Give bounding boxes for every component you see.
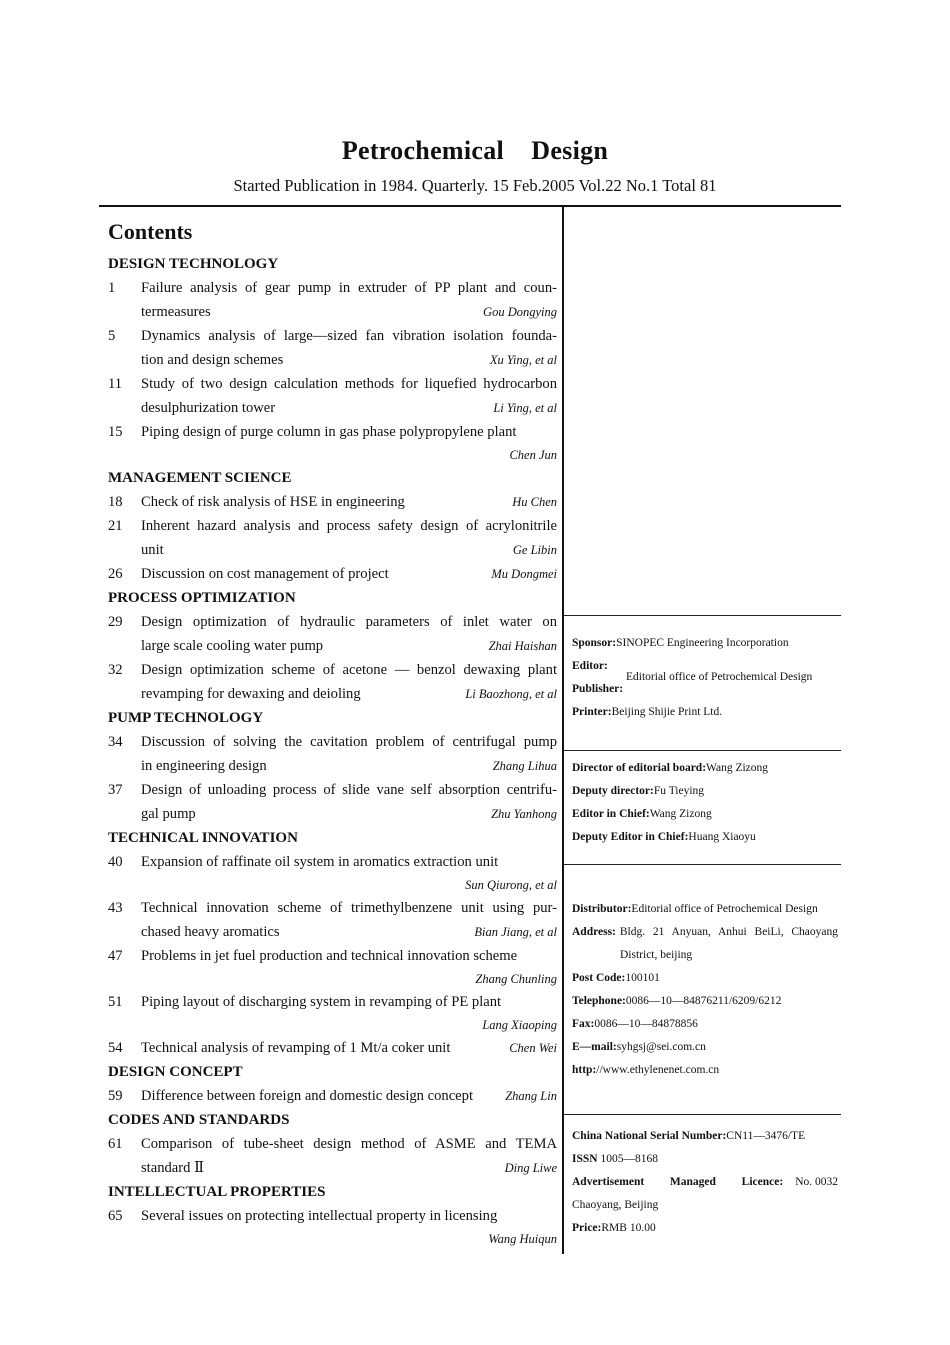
article-title-line: revamping for dewaxing and deioling (141, 686, 361, 702)
telephone-label: Telephone: (572, 995, 626, 1007)
toc-entry[interactable] (108, 324, 557, 372)
article-title-line: large scale cooling water pump (141, 638, 324, 654)
editor-in-chief-label: Editor in Chief: (572, 808, 650, 820)
article-title-line: Technical analysis of revamping of 1 Mt/a coker unit (141, 1040, 451, 1056)
page-number: 5 (108, 328, 116, 344)
website-link[interactable]: //www.ethylenenet.com.cn (596, 1064, 720, 1076)
article-title-line: desulphurization tower (141, 400, 276, 416)
article-title-line: tion and design schemes (141, 352, 284, 368)
page-number: 59 (108, 1088, 123, 1104)
printer-label: Printer: (572, 706, 612, 718)
article-author: Xu Ying, et al (489, 353, 557, 367)
article-title-line: unit (141, 542, 164, 558)
article-title-line: Discussion of solving the cavitation problem of centrifugal pump (141, 734, 557, 750)
page-number: 47 (108, 948, 123, 964)
article-title-line: Problems in jet fuel production and technical innovation scheme (141, 948, 518, 964)
toc-entry[interactable] (108, 610, 557, 658)
issn-label: ISSN (572, 1153, 598, 1165)
toc-entry[interactable] (108, 1036, 557, 1060)
distribution-block (572, 898, 838, 1082)
article-author: Ding Liwe (504, 1161, 557, 1175)
article-author: Bian Jiang, et al (474, 925, 557, 939)
page-number: 65 (108, 1208, 123, 1224)
toc-entry[interactable] (108, 420, 557, 466)
column-divider (562, 206, 564, 1254)
toc-entry[interactable] (108, 730, 557, 778)
cnsn-label: China National Serial Number: (572, 1130, 727, 1142)
http-label: http: (572, 1064, 597, 1076)
article-author: Chen Wei (509, 1041, 557, 1055)
article-title-line: standard Ⅱ (141, 1160, 205, 1176)
page-number: 11 (108, 376, 123, 392)
page-number: 1 (108, 280, 116, 296)
masthead-rule (564, 615, 841, 616)
masthead-rule (564, 1114, 841, 1115)
editorial-board-block (572, 757, 838, 849)
sponsor-value: SINOPEC Engineering Incorporation (616, 637, 789, 649)
postcode-label: Post Code: (572, 972, 626, 984)
contents-column (108, 218, 557, 1250)
article-title-line: Expansion of raffinate oil system in aromatics extraction unit (141, 854, 499, 870)
article-title-line: Difference between foreign and domestic design concept (141, 1088, 474, 1104)
toc-entry[interactable] (108, 276, 557, 324)
director-value: Wang Zizong (706, 762, 769, 774)
header-rule (99, 205, 841, 207)
page-number: 40 (108, 854, 123, 870)
page-number: 61 (108, 1136, 123, 1152)
article-author: Zhang Chunling (475, 972, 557, 986)
deputy-director-value: Fu Tieying (653, 785, 705, 797)
article-title-line: Comparison of tube-sheet design method of ASME and TEMA (141, 1136, 557, 1152)
address-line2: District, beijing (620, 949, 693, 961)
article-title-line: termeasures (141, 304, 211, 320)
article-title-line: Design of unloading process of slide vane self absorption centrifu- (141, 782, 557, 798)
toc-entry[interactable] (108, 1132, 557, 1180)
article-author: Mu Dongmei (491, 567, 557, 581)
article-title-line: Inherent hazard analysis and process safety design of acrylonitrile (141, 518, 557, 534)
section-heading: CODES AND STANDARDS (108, 1112, 290, 1128)
ad-licence-value: No. 0032 (795, 1176, 838, 1188)
sponsor-label: Sponsor: (572, 637, 617, 649)
toc-entry[interactable] (108, 944, 557, 990)
distributor-label: Distributor: (572, 903, 632, 915)
page-number: 37 (108, 782, 123, 798)
toc-entry[interactable] (108, 1084, 557, 1108)
masthead-rule (564, 864, 841, 865)
ad-licence-line2: Chaoyang, Beijing (572, 1199, 659, 1211)
page-number: 32 (108, 662, 123, 678)
article-author: Wang Huiqun (488, 1232, 557, 1246)
postcode-value: 100101 (625, 972, 660, 984)
page-number: 54 (108, 1040, 123, 1056)
article-title-line: Design optimization scheme of acetone — benzol dewaxing plant (141, 662, 557, 678)
page-number: 18 (108, 494, 123, 510)
telephone-value: 0086—10—84876211/6209/6212 (625, 995, 782, 1007)
toc-entry[interactable] (108, 850, 557, 896)
distributor-value: Editorial office of Petrochemical Design (631, 903, 818, 915)
article-author: Zhang Lin (505, 1089, 557, 1103)
article-author: Lang Xiaoping (482, 1018, 557, 1032)
toc-entry[interactable] (108, 658, 557, 706)
section-heading: DESIGN TECHNOLOGY (108, 256, 279, 272)
toc-entry[interactable] (108, 778, 557, 826)
fax-value: 0086—10—84878856 (594, 1018, 698, 1030)
article-author: Zhang Lihua (492, 759, 557, 773)
article-author: Zhai Haishan (488, 639, 557, 653)
section-heading: MANAGEMENT SCIENCE (108, 470, 292, 486)
article-author: Li Ying, et al (493, 401, 557, 415)
article-author: Chen Jun (509, 448, 557, 462)
toc-entry[interactable] (108, 896, 557, 944)
toc-entry[interactable] (108, 562, 557, 586)
printer-value: Beijing Shijie Print Ltd. (611, 706, 723, 718)
section-heading: PUMP TECHNOLOGY (108, 710, 264, 726)
registration-block (572, 1125, 838, 1240)
publisher-block (572, 632, 838, 724)
deputy-director-label: Deputy director: (572, 785, 654, 797)
article-title-line: Dynamics analysis of large—sized fan vibration isolation founda- (141, 328, 557, 344)
article-title-line: Several issues on protecting intellectual property in licensing (141, 1208, 498, 1224)
director-label: Director of editorial board: (572, 762, 707, 774)
article-title-line: Piping design of purge column in gas phase polypropylene plant (141, 424, 517, 440)
page-number: 34 (108, 734, 123, 750)
contents-heading: Contents (108, 219, 193, 244)
section-heading: TECHNICAL INNOVATION (108, 830, 298, 846)
toc-entry[interactable] (108, 990, 557, 1036)
email-value[interactable]: syhgsj@sei.com.cn (616, 1041, 706, 1053)
price-value: RMB 10.00 (601, 1222, 656, 1234)
issn-value: 1005—8168 (600, 1153, 658, 1165)
page-number: 15 (108, 424, 123, 440)
article-title-line: Check of risk analysis of HSE in engineering (141, 494, 405, 510)
article-title-line: Design optimization of hydraulic parameters of inlet water on (141, 614, 557, 630)
editor-in-chief-value: Wang Zizong (649, 808, 712, 820)
article-title-line: Technical innovation scheme of trimethylbenzene unit using pur- (141, 900, 557, 916)
deputy-editor-label: Deputy Editor in Chief: (572, 831, 689, 843)
page-number: 43 (108, 900, 123, 916)
masthead-rule (564, 750, 841, 751)
article-title-line: Study of two design calculation methods for liquefied hydrocarbon (141, 376, 557, 392)
article-title-line: Failure analysis of gear pump in extruder of PP plant and coun- (141, 280, 557, 296)
section-heading: PROCESS OPTIMIZATION (108, 590, 296, 606)
deputy-editor-value: Huang Xiaoyu (688, 831, 756, 843)
article-author: Sun Qiurong, et al (465, 878, 557, 892)
ad-licence-label: Advertisement Managed Licence: (572, 1176, 784, 1188)
address-label: Address: (572, 926, 616, 938)
toc-entry[interactable] (108, 372, 557, 420)
section-heading: DESIGN CONCEPT (108, 1064, 243, 1080)
page-number: 51 (108, 994, 123, 1010)
section-heading: INTELLECTUAL PROPERTIES (108, 1184, 326, 1200)
cnsn-value: CN11—3476/TE (726, 1130, 806, 1142)
page-number: 29 (108, 614, 123, 630)
journal-title: Petrochemical Design (341, 136, 609, 165)
price-label: Price: (572, 1222, 602, 1234)
article-title-line: gal pump (141, 806, 196, 822)
page-number: 21 (108, 518, 123, 534)
article-author: Li Baozhong, et al (465, 687, 557, 701)
article-author: Hu Chen (512, 495, 557, 509)
publisher-label: Publisher: (572, 683, 624, 695)
editor-publisher-value: Editorial office of Petrochemical Design (626, 671, 813, 683)
article-author: Gou Dongying (483, 305, 557, 319)
page-number: 26 (108, 566, 123, 582)
article-title-line: in engineering design (141, 758, 267, 774)
editor-label: Editor: (572, 660, 608, 672)
article-author: Zhu Yanhong (491, 807, 557, 821)
article-author: Ge Libin (512, 543, 557, 557)
article-title-line: Discussion on cost management of project (141, 566, 389, 582)
toc-entry[interactable] (108, 514, 557, 562)
toc-entry[interactable] (108, 1204, 557, 1250)
fax-label: Fax: (572, 1018, 595, 1030)
publication-info: Started Publication in 1984. Quarterly. 15 Feb.2005 Vol.22 No.1 Total 81 (233, 176, 717, 195)
article-title-line: Piping layout of discharging system in revamping of PE plant (141, 994, 502, 1010)
address-line1: Bldg. 21 Anyuan, Anhui BeiLi, Chaoyang (619, 926, 838, 938)
toc-entry[interactable] (108, 490, 557, 514)
email-label: E—mail: (572, 1041, 617, 1053)
article-title-line: chased heavy aromatics (141, 924, 280, 940)
